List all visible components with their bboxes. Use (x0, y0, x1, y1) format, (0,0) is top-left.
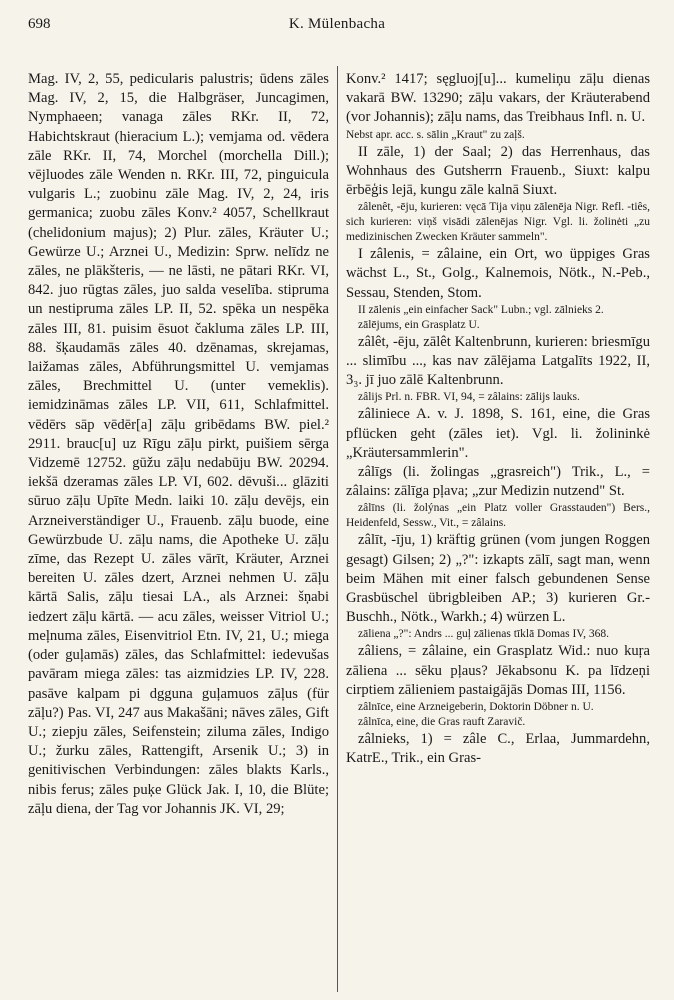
entry-paragraph: zâlīgs (li. žolingas „grasreich") Trik., L., = zâlains: zālīga pļava; „zur Medizin nutzend" St. (346, 464, 650, 500)
entry-paragraph: zâlīt, -īju, 1) kräftig grünen (vom jungen Roggen gesagt) Gilsen; 2) „?": izkapts zālī, sagt man, wenn beim Mähen mit einer falsch gebundenen Sense Grasbüschel übrigbleiben AP.; 3) kurieren Gr.-Buschh., Nötk., Warkh.; 4) würzen L. (346, 532, 650, 626)
entry-paragraph: zâlīns (li. žolýnas „ein Platz voller Grasstauden") Bers., Heidenfeld, Sessw., Vit., = zâlains. (346, 502, 650, 530)
entry-paragraph: zâliniece A. v. J. 1898, S. 161, eine, die Gras pflücken geht (zāles iet). Vgl. li. žolininkė „Kräutersammlerin". (346, 406, 650, 461)
entry-paragraph: II zāle, 1) der Saal; 2) das Herrenhaus, das Wohnhaus des Gutsherrn Frauenb., Siuxt: kalpu ērbēģis lejā, kungu zāle kalnā Siuxt. (346, 143, 650, 199)
entry-paragraph: zâlnieks, 1) = zâle C., Erlaa, Jummardehn, KatrE., Trik., ein Gras- (346, 731, 650, 767)
column-divider (337, 66, 338, 992)
entry-paragraph: zâlnīca, eine, die Gras rauft Zaravič. (358, 716, 526, 729)
left-column-text: Mag. IV, 2, 55, pedicularis palustris; ūdens zāles Mag. IV, 2, 15, die Halbgräser, Juncagimen, Nymphaeen; vanaga zāles RKr. II, 72, Habichtskraut (hieracium L.); vemjama od. vēdera zāle RKr. II, 74, Morchel (morchella Dill.); vējluodes zāle Wenden n. RKr. III, 72, pinguicula vulgaris L.; zuobinu zāle Mag. IV, 2, 24, iris germanica; zuobu zāles Konv.² 4057, Schellkraut (chelidonium majus); 2) Plur. zāles, Kräuter U.; Gewürze U.; Arznei U., Medizin: Sprw. nelīdz ne zāles, ne plākšteris, — ne lāsti, ne pātari RKr. VI, 842. juo rūgtas zāles, juo salda veselība. stipruma un nestipruma zāles LP. II, 52. spēka un nespēka zāles III, 81. puisim ēsuot čakluma zāles LP. III, 88. šķaudamās zāles 40. dzēnamas, skrejamas, laižamas zāles, Abführungsmittel U. vemjamas zāles, Brechmittel U. (unter vemeklis). iemidzināmas zāles LP. VII, 611, Schlafmittel. vēdērs sāp vēdēr[a] zāļu gribēdams BW. piel.² 2911. brauc[u] uz Rīgu zāļu pirkt, puišiem sērga Vidzemē 12752. gūžu zāļu nedabūju BW. 20294. iekšā dzeramas zāles LP. VI, 602. dēvuši... glāziti sūruo zāļu Upīte Medn. laiki 10. zāļu devējs, ein Arzneiverständiger U., Frauenb. zāļu buode, eine Gewürzbude U. zāļu nams, die Apotheke U. zāļu zīme, das Rezept U. zāles vārīt, Kräuter, Arznei bereiten U. zāles dzert, Arznei nehmen U. zāļu kārtā Salis, zāļu tiesai LA., als Arznei: šņabi iedzert zāļu kārtā. — acu zāles, weisser Vitriol U.; meļnuma zāles, Eisenvitriol Etn. IV, 21, U.; miega (oder guļamās) zāles, das Schlafmittel: iedevušas pavāram miega zāles: tas aizmidzies LP. IV, 228. pasāve kalpam pi dgguna guļamuos zāļus (für zāļu?) Pas. VI, 247 aus Makašāni; nāves zāles, Gift U.; ziepju zāles, Seifenstein; ziluma zāles, Indigo U.; žurku zāles, Rattengift, Arsenik U.; 3) in genitivischen Verbindungen: zāles blakts Karls., nibis ferus; zāles puķe Glück Jak. I, 10, die Blüte; zāļu diena, der Tag vor Johannis JK. VI, 29; (28, 71, 329, 817)
entry-paragraph: II zālenis „ein einfacher Sack" Lubn.; vgl. zālnieks 2. (358, 303, 604, 316)
entry-paragraph: zâlijs Prl. n. FBR. VI, 94, = zâlains: zālijs lauks. (358, 391, 580, 404)
entry-paragraph: zāliena „?": Andrs ... guļ zālienas tīklā Domas IV, 368. (358, 628, 610, 641)
left-column (28, 70, 329, 992)
entry-paragraph: zâliens, = zâlaine, ein Grasplatz Wid.: nuo kuŗa zāliena ... sēku pļaus? Jēkabsonu K. pa līdzeņi cirptiem zālieniem pastaigājās Domas III, 1156. (346, 643, 650, 698)
entry-paragraph: Konv.² 1417; sęgluoj[u]... kumeliņu zāļu dienas vakarā BW. 13290; zāļu vakars, der Kräuterabend (vor Johannis); zāļu nams, das Treibhaus Infl. n. U. (346, 71, 650, 126)
entry-paragraph: zâlnīce, eine Arzneigeberin, Doktorin Döbner n. U. (358, 701, 594, 714)
entry-paragraph: Nebst apr. acc. s. sālin „Kraut" zu zaļš. (346, 128, 525, 141)
entry-paragraph: zâlêt, -ēju, zālêt Kaltenbrunn, kurieren: briesmīgu ... slimību ..., kas nav zālējama Latgalīts 1922, II, 3₃. jī juo zālē Kaltenbrunn. (346, 333, 650, 389)
running-title: K. Mülenbacha (288, 16, 386, 32)
entry-paragraph: I zâlenis, = zâlaine, ein Ort, wo üppiges Gras wächst L., St., Golg., Kalnemois, Nötk., N.-Peb., Sessau, Stenden, Stom. (346, 246, 650, 301)
page-number: 698 (28, 16, 51, 32)
entry-paragraph: zālējums, ein Grasplatz U. (358, 318, 480, 331)
page-header (28, 12, 646, 36)
entry-paragraph: zâlenêt, -ēju, kurieren: vęcā Tija viņu zālenēja Nigr. Refl. -tiês, sich kurieren: viņš visādi zālenējas Nigr. Vgl. li. žolinėti „zu medizinischen Zwecken Kräuter sammeln". (346, 201, 650, 244)
right-column (346, 70, 650, 992)
